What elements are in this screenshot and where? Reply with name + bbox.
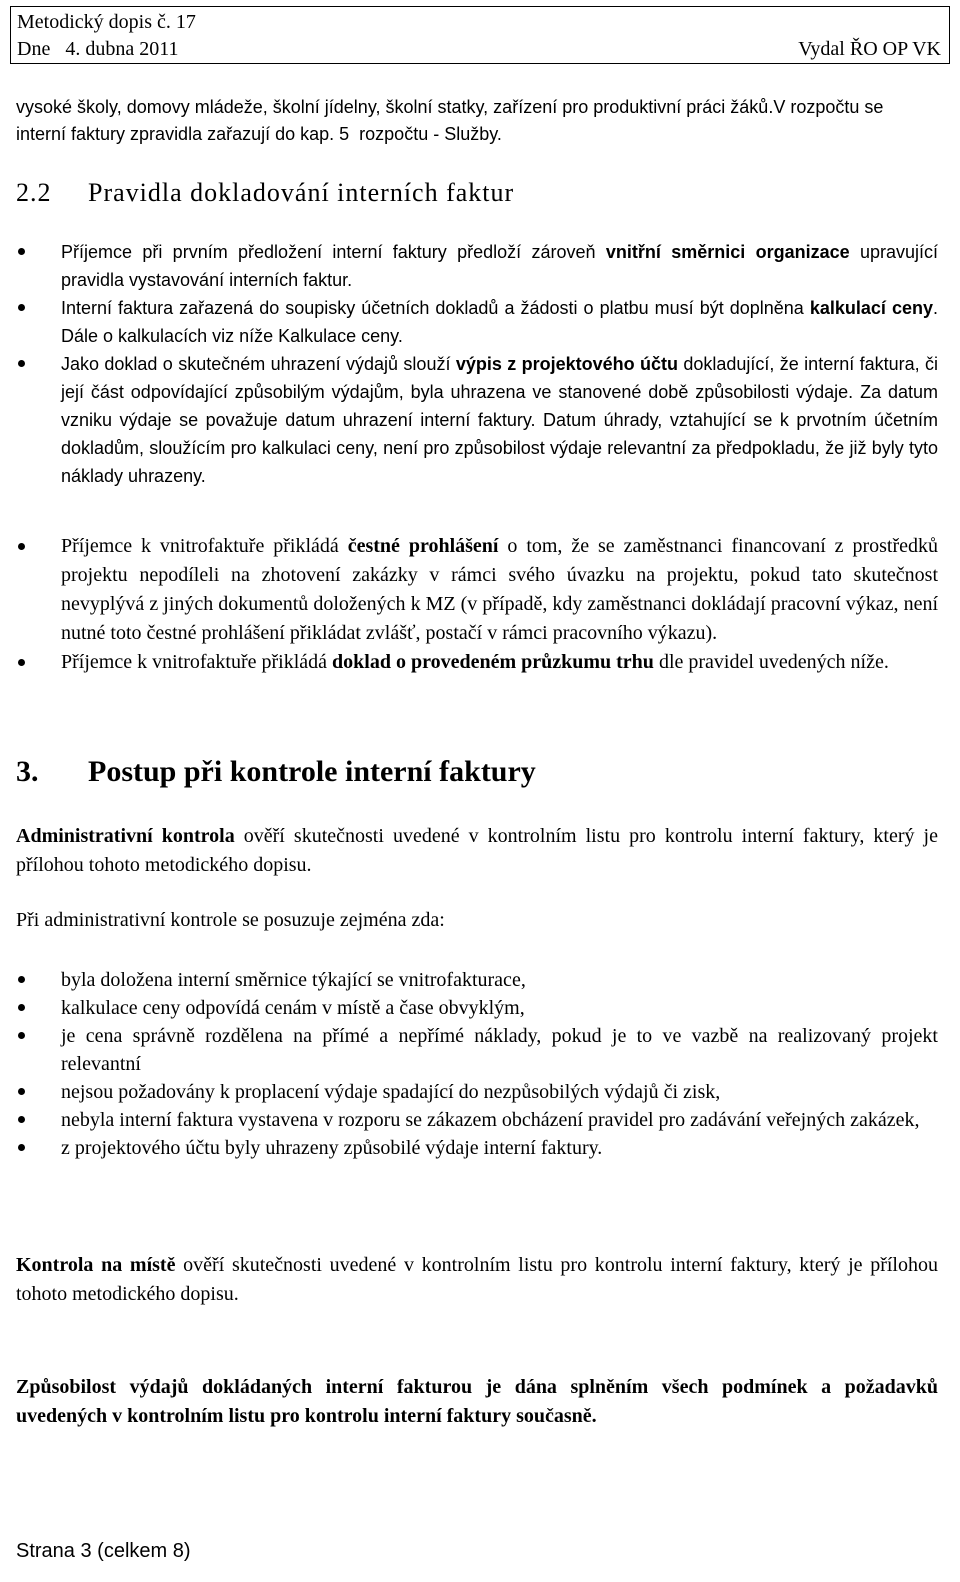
bullet-list-checks: [16, 966, 938, 1162]
section-title: Pravidla dokladování interních faktur: [88, 178, 515, 207]
bullet-icon: [18, 1004, 25, 1011]
text: Příjemce při prvním předložení interní faktury předloží zároveň: [61, 242, 606, 262]
section-number: 2.2: [16, 178, 52, 207]
admin-control-paragraph: [16, 822, 938, 880]
bullet-icon: [18, 1032, 25, 1039]
list-item: [16, 648, 938, 677]
text: Příjemce k vnitrofaktuře přikládá: [61, 651, 333, 673]
check-item: [16, 1078, 938, 1106]
bold-text: výpis z projektového účtu: [455, 354, 678, 374]
admin-control-text: ověří skutečnosti uvedené v kontrolním listu pro kontrolu interní faktury, který je přílohou tohoto metodického dopisu.: [16, 825, 938, 876]
text: dle pravidel uvedených níže.: [653, 651, 889, 673]
text: Příjemce k vnitrofaktuře přikládá: [61, 535, 348, 557]
check-item: [16, 1022, 938, 1078]
onsite-control-term: Kontrola na místě: [16, 1254, 176, 1276]
intro-paragraph: vysoké školy, domovy mládeže, školní jídelny, školní statky, zařízení pro produktivní práci žáků.V rozpočtu se interní faktury zpravidla zařazují do kap. 5 rozpočtu - Služby.: [16, 97, 889, 144]
bullet-icon: [18, 976, 25, 983]
list-item: [16, 294, 938, 350]
text: . Dále o kalkulacích viz níže Kalkulace ceny.: [61, 298, 938, 346]
bullet-icon: [18, 543, 25, 550]
text: Jako doklad o skutečném uhrazení výdajů slouží: [61, 354, 456, 374]
text: dokladující, že interní faktura, či její část odpovídající způsobilým výdajům, byla uhrazena ve stanovené době způsobilosti výdaje. Za datum vzniku výdaje se považuje datum uhrazení interní faktury. Datum úhrady, vztahující se k prvotním účetním dokladům, sloužícím pro kalkulaci ceny, není pro způsobilost výdaje relevantní za předpokladu, že již byly tyto náklady uhrazeny.: [61, 354, 938, 486]
bullet-icon: [18, 360, 25, 367]
bullet-list-rules: [16, 238, 938, 490]
text: o tom, že se zaměstnanci financovaní z prostředků projektu nepodíleli na zhotovení zakázky v rámci svého úvazku na projektu, pokud tato skutečnost nevyplývá z jiných dokumentů doložených k MZ (v případě, kdy zaměstnanci dokládají pracovní výkaz, není nutné toto čestné prohlášení přikládat zvlášť, postačí v rámci pracovního výkazu).: [61, 535, 939, 644]
check-text: nejsou požadovány k proplacení výdaje spadající do nezpůsobilých výdajů či zisk,: [61, 1081, 721, 1103]
section-number: 3.: [16, 755, 39, 788]
letter-date: Dne 4. dubna 2011: [17, 38, 179, 60]
check-item: [16, 1134, 938, 1162]
bold-text: vnitřní směrnici organizace: [605, 242, 850, 262]
admin-checks-intro: Při administrativní kontrole se posuzuje zejména zda:: [16, 909, 445, 931]
admin-control-term: Administrativní kontrola: [16, 825, 235, 847]
list-item: [16, 238, 938, 294]
onsite-control-text: ověří skutečnosti uvedené v kontrolním listu pro kontrolu interní faktury, který je přílohou tohoto metodického dopisu.: [16, 1254, 938, 1305]
page-footer: Strana 3 (celkem 8): [16, 1540, 191, 1562]
list-item: [16, 350, 938, 490]
text: upravující pravidla vystavování interních faktur.: [61, 242, 938, 290]
bullet-icon: [18, 1144, 25, 1151]
check-text: z projektového účtu byly uhrazeny způsobilé výdaje interní faktury.: [61, 1137, 603, 1159]
check-item: [16, 1106, 938, 1134]
bold-text: kalkulací ceny: [809, 298, 933, 318]
text: Interní faktura zařazená do soupisky účetních dokladů a žádosti o platbu musí být doplněna: [61, 298, 810, 318]
letter-number: Metodický dopis č. 17: [17, 11, 196, 33]
check-text: nebyla interní faktura vystavena v rozporu se zákazem obcházení pravidel pro zadávání veřejných zakázek,: [61, 1109, 920, 1131]
eligibility-paragraph: Způsobilost výdajů dokládaných interní fakturou je dána splněním všech podmínek a požadavků uvedených v kontrolním listu pro kontrolu interní faktury současně.: [16, 1376, 938, 1427]
bullet-icon: [18, 304, 25, 311]
document-header: [10, 6, 950, 64]
section-heading-3: [16, 752, 536, 792]
check-text: byla doložena interní směrnice týkající se vnitrofakturace,: [61, 969, 526, 991]
check-text: je cena správně rozdělena na přímé a nepřímé náklady, pokud je to ve vazbě na realizovaný projekt relevantní: [61, 1025, 938, 1075]
bullet-icon: [18, 248, 25, 255]
check-item: [16, 966, 938, 994]
bold-text: doklad o provedeném průzkumu trhu: [332, 651, 654, 673]
bullet-icon: [18, 1116, 25, 1123]
list-item: [16, 532, 938, 648]
onsite-control-paragraph: [16, 1251, 938, 1309]
section-title: Postup při kontrole interní faktury: [88, 755, 536, 788]
check-text: kalkulace ceny odpovídá cenám v místě a čase obvyklým,: [61, 997, 525, 1019]
bullet-icon: [18, 1088, 25, 1095]
bold-text: čestné prohlášení: [347, 535, 499, 557]
issuer: Vydal ŘO OP VK: [798, 38, 941, 60]
section-heading-2-2: [16, 176, 514, 210]
check-item: [16, 994, 938, 1022]
bullet-icon: [18, 659, 25, 666]
bullet-list-attachments: [16, 532, 938, 677]
